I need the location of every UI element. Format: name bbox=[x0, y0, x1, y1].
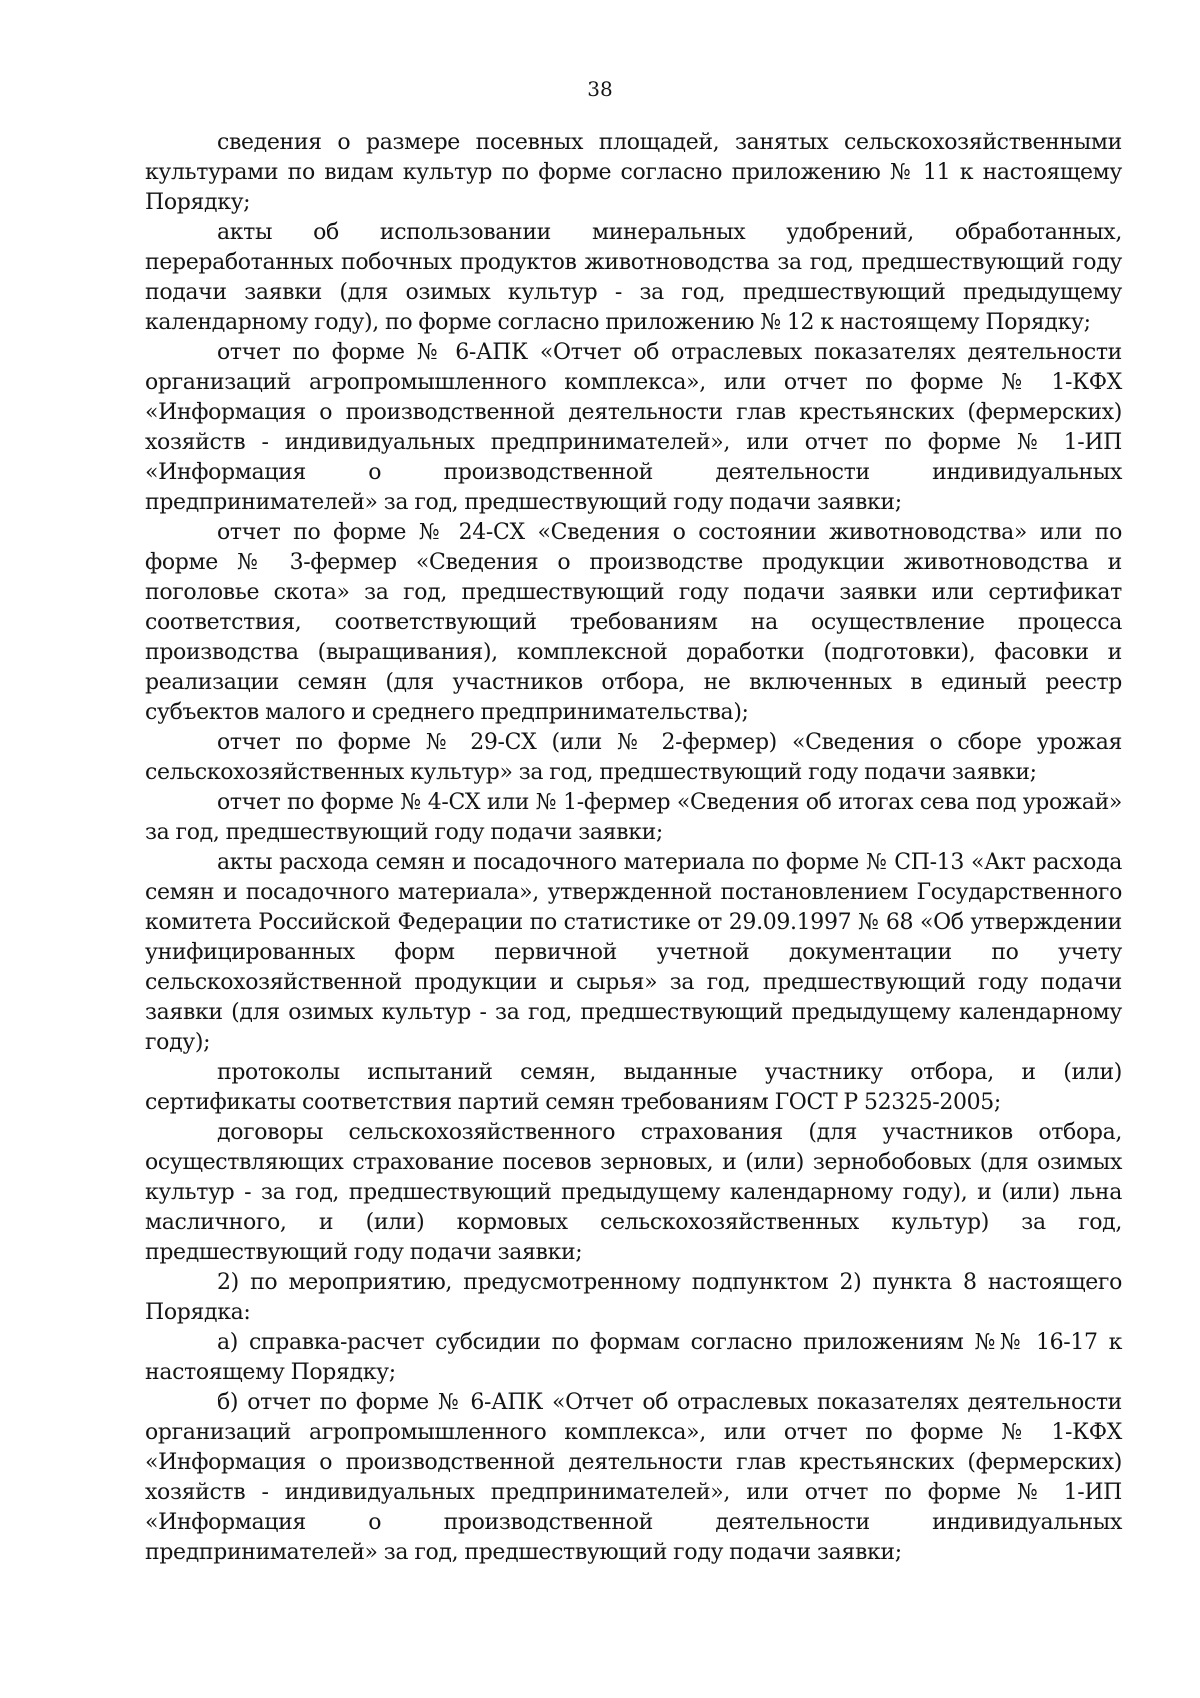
paragraph-seed-acts: акты расхода семян и посадочного материала по форме № СП-13 «Акт расхода семян и посадочного материала», утвержденной постановлением Государственного комитета Российской Федерации по статистике от 29.09.1997 № 68 «Об утверждении унифицированных форм первичной учетной документации по учету сельскохозяйственной продукции и сырья» за год, предшествующий году подачи заявки (для озимых культур - за год, предшествующий предыдущему календарному году); bbox=[145, 850, 1122, 1055]
page-number: 38 bbox=[587, 77, 613, 101]
paragraph-seed-protocols: протоколы испытаний семян, выданные участнику отбора, и (или) сертификаты соответствия партий семян требованиям ГОСТ Р 52325-2005; bbox=[145, 1060, 1122, 1115]
paragraph-item-a: а) справка-расчет субсидии по формам согласно приложениям №№ 16-17 к настоящему Порядку; bbox=[145, 1330, 1122, 1385]
paragraph-report-6-apk: отчет по форме № 6-АПК «Отчет об отраслевых показателях деятельности организаций агропромышленного комплекса», или отчет по форме № 1-КФХ «Информация о производственной деятельности глав крестьянских (фермерских) хозяйств - индивидуальных предпринимателей», или отчет по форме № 1-ИП «Информация о производственной деятельности индивидуальных предпринимателей» за год, предшествующий году подачи заявки; bbox=[145, 340, 1122, 515]
paragraph-fertilizer-acts: акты об использовании минеральных удобрений, обработанных, переработанных побочных продуктов животноводства за год, предшествующий году подачи заявки (для озимых культур - за год, предшествующий предыдущему календарному году), по форме согласно приложению № 12 к настоящему Порядку; bbox=[145, 220, 1122, 335]
paragraph-report-24-sh: отчет по форме № 24-СХ «Сведения о состоянии животноводства» или по форме № 3-фермер «Сведения о производстве продукции животноводства и поголовье скота» за год, предшествующий году подачи заявки или сертификат соответствия, соответствующий требованиям на осуществление процесса производства (выращивания), комплексной доработки (подготовки), фасовки и реализации семян (для участников отбора, не включенных в единый реестр субъектов малого и среднего предпринимательства); bbox=[145, 520, 1122, 725]
document-body bbox=[145, 128, 1122, 1568]
paragraph-measure-2: 2) по мероприятию, предусмотренному подпунктом 2) пункта 8 настоящего Порядка: bbox=[145, 1270, 1122, 1325]
paragraph-sowing-areas: сведения о размере посевных площадей, занятых сельскохозяйственными культурами по видам культур по форме согласно приложению № 11 к настоящему Порядку; bbox=[145, 130, 1122, 215]
paragraph-item-b: б) отчет по форме № 6-АПК «Отчет об отраслевых показателях деятельности организаций агропромышленного комплекса», или отчет по форме № 1-КФХ «Информация о производственной деятельности глав крестьянских (фермерских) хозяйств - индивидуальных предпринимателей», или отчет по форме № 1-ИП «Информация о производственной деятельности индивидуальных предпринимателей» за год, предшествующий году подачи заявки; bbox=[145, 1390, 1122, 1565]
paragraph-report-29-sh: отчет по форме № 29-СХ (или № 2-фермер) «Сведения о сборе урожая сельскохозяйственных культур» за год, предшествующий году подачи заявки; bbox=[145, 730, 1122, 785]
paragraph-insurance-contracts: договоры сельскохозяйственного страхования (для участников отбора, осуществляющих страхование посевов зерновых, и (или) зернобобовых (для озимых культур - за год, предшествующий предыдущему календарному году), и (или) льна масличного, и (или) кормовых сельскохозяйственных культур) за год, предшествующий году подачи заявки; bbox=[145, 1120, 1122, 1265]
paragraph-report-4-sh: отчет по форме № 4-СХ или № 1-фермер «Сведения об итогах сева под урожай» за год, предшествующий году подачи заявки; bbox=[145, 790, 1122, 845]
